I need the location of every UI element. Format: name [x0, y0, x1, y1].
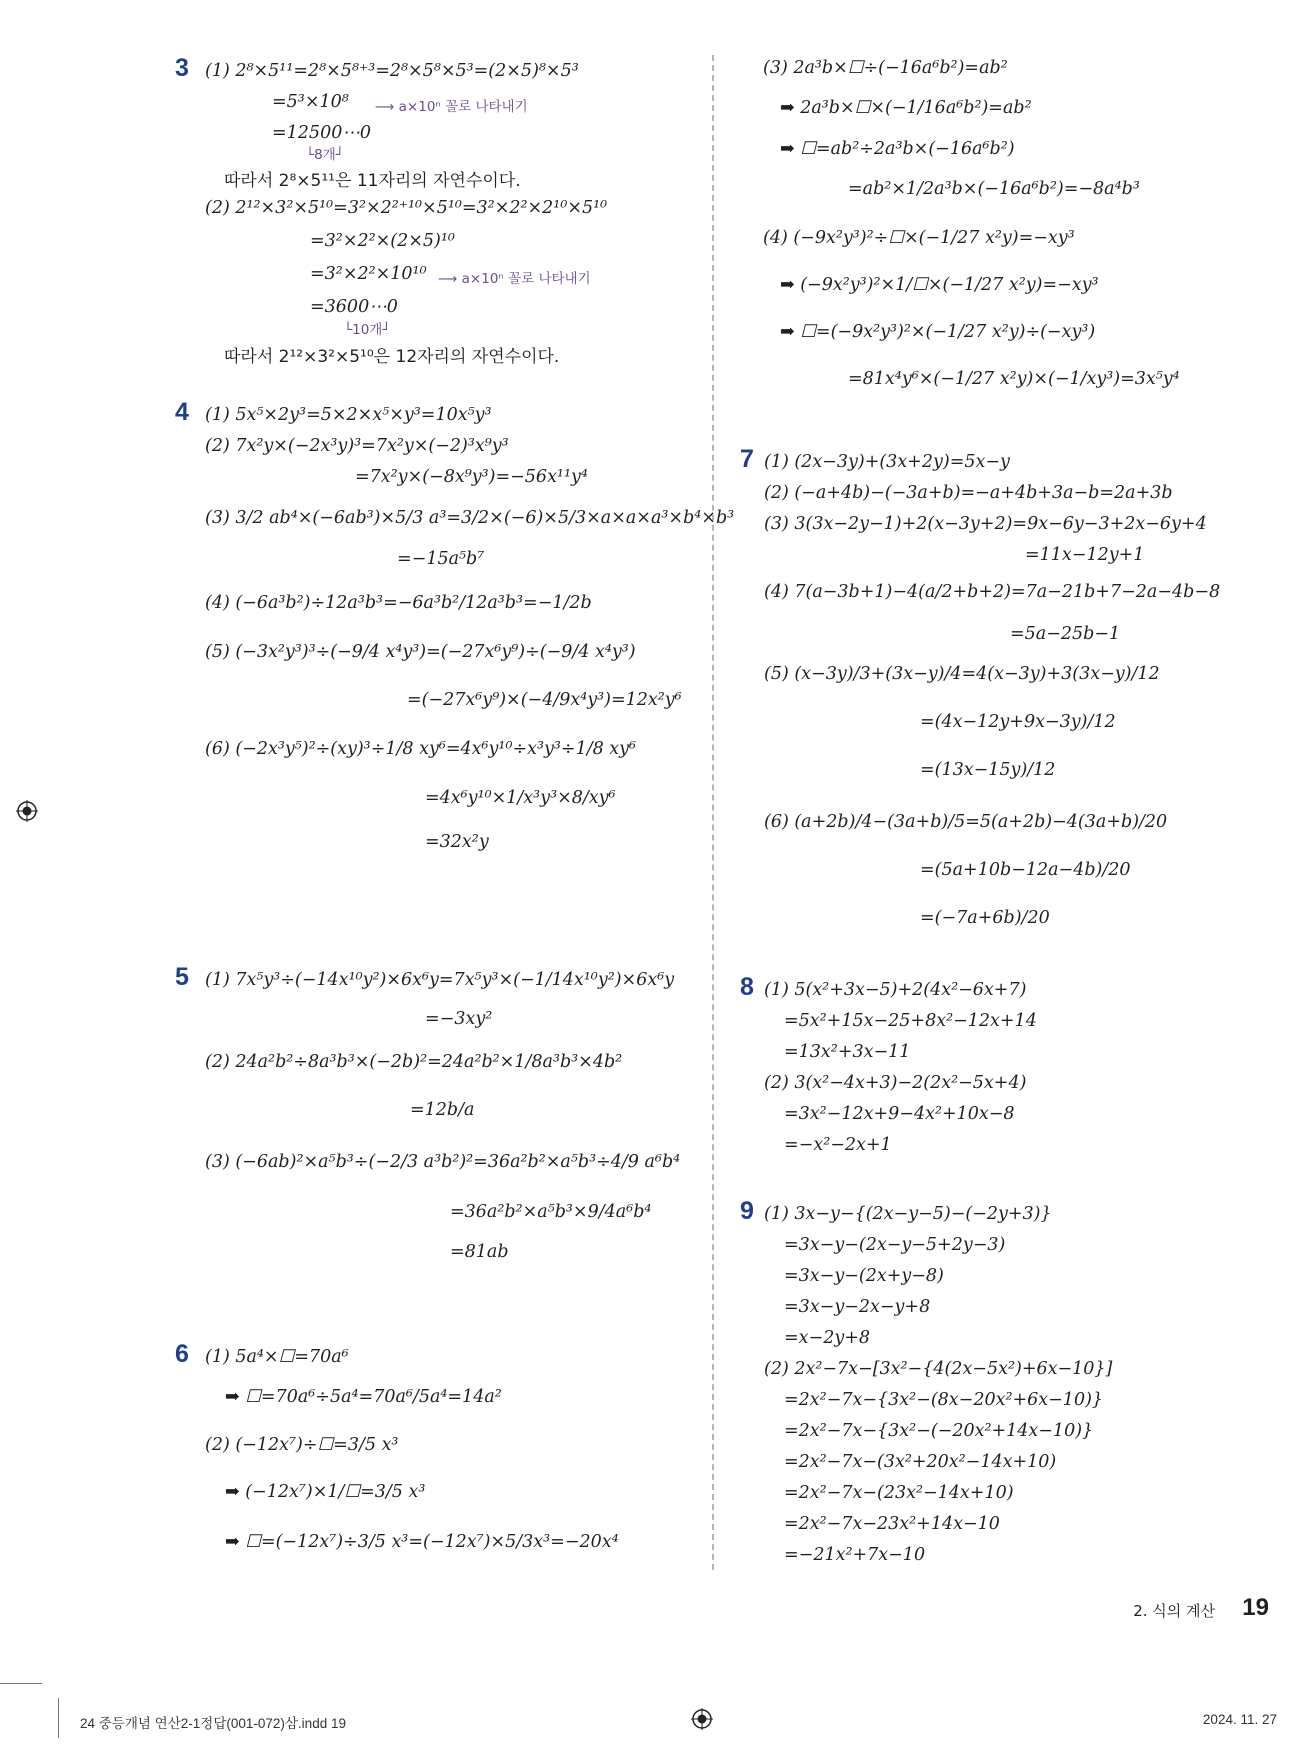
p8-line-2: =5x²+15x−25+8x²−12x+14 [784, 1011, 1037, 1031]
p6c-line-7: ➡ ☐=(−9x²y³)²×(−1/27 x²y)÷(−xy³) [780, 322, 1096, 342]
p5-line-4: =12b/a [410, 1100, 475, 1120]
p3-line-4: (2) 2¹²×3²×5¹⁰=3²×2²⁺¹⁰×5¹⁰=3²×2²×2¹⁰×5¹⁰ [205, 198, 608, 218]
section-title: 2. 식의 계산 [1133, 1602, 1215, 1620]
p7-line-1: (1) (2x−3y)+(3x+2y)=5x−y [764, 452, 1010, 472]
p9-line-4: =3x−y−2x−y+8 [784, 1297, 931, 1317]
crop-mark-horizontal [0, 1683, 42, 1684]
p5-line-5: (3) (−6ab)²×a⁵b³÷(−2/3 a³b²)²=36a²b²×a⁵b³÷4/9 a⁶b⁴ [205, 1152, 681, 1172]
problem-6-number: 6 [175, 1340, 189, 1368]
p5-line-1: (1) 7x⁵y³÷(−14x¹⁰y²)×6x⁶y=7x⁵y³×(−1/14x¹⁰y²)×6x⁶y [205, 970, 675, 990]
p8-line-6: =−x²−2x+1 [784, 1135, 892, 1155]
page-number: 19 [1242, 1594, 1269, 1621]
p3-line-1: (1) 2⁸×5¹¹=2⁸×5⁸⁺³=2⁸×5⁸×5³=(2×5)⁸×5³ [205, 61, 579, 81]
p6c-line-5: (4) (−9x²y³)²÷☐×(−1/27 x²y)=−xy³ [763, 228, 1075, 248]
p6-line-1: (1) 5a⁴×☐=70a⁶ [205, 1347, 349, 1367]
p3-line-5: =3²×2²×(2×5)¹⁰ [310, 231, 455, 251]
p9-line-6: (2) 2x²−7x−[3x²−{4(2x−5x²)+6x−10}] [764, 1359, 1113, 1379]
p7-line-6: =5a−25b−1 [1010, 624, 1121, 644]
problem-9-number: 9 [740, 1197, 754, 1225]
p7-line-2: (2) (−a+4b)−(−3a+b)=−a+4b+3a−b=2a+3b [764, 483, 1173, 503]
p6c-line-1: (3) 2a³b×☐÷(−16a⁶b²)=ab² [763, 58, 1008, 78]
p5-line-7: =81ab [450, 1242, 509, 1262]
p3-count-2: └10개┘ [344, 322, 391, 338]
problem-7-number: 7 [740, 445, 754, 473]
p4-line-4: (3) 3/2 ab⁴×(−6ab³)×5/3 a³=3/2×(−6)×5/3×a×a×a³×b⁴×b³ [205, 508, 735, 528]
p7-line-3: (3) 3(3x−2y−1)+2(x−3y+2)=9x−6y−3+2x−6y+4 [764, 514, 1207, 534]
problem-8-number: 8 [740, 973, 754, 1001]
p7-line-9: =(13x−15y)/12 [920, 760, 1056, 780]
p7-line-12: =(−7a+6b)/20 [920, 908, 1050, 928]
p6-line-2: ➡ ☐=70a⁶÷5a⁴=70a⁶/5a⁴=14a² [225, 1387, 502, 1407]
p9-line-12: =−21x²+7x−10 [784, 1545, 926, 1565]
p5-line-2: =−3xy² [425, 1009, 493, 1029]
p6c-line-2: ➡ 2a³b×☐×(−1/16a⁶b²)=ab² [780, 98, 1032, 118]
p8-line-5: =3x²−12x+9−4x²+10x−8 [784, 1104, 1015, 1124]
p3-line-7: =3600⋯0 [310, 297, 398, 317]
p9-line-8: =2x²−7x−{3x²−(−20x²+14x−10)} [784, 1421, 1094, 1441]
p9-line-5: =x−2y+8 [784, 1328, 871, 1348]
print-slug-date: 2024. 11. 27 [1202, 1712, 1277, 1727]
p7-line-5: (4) 7(a−3b+1)−4(a/2+b+2)=7a−21b+7−2a−4b−8 [764, 582, 1221, 602]
p9-line-1: (1) 3x−y−{(2x−y−5)−(−2y+3)} [764, 1204, 1052, 1224]
p7-line-7: (5) (x−3y)/3+(3x−y)/4=4(x−3y)+3(3x−y)/12 [764, 664, 1160, 684]
print-slug-file: 24 중등개념 연산2-1정답(001-072)삼.indd 19 [80, 1716, 346, 1731]
p4-line-7: (5) (−3x²y³)³÷(−9/4 x⁴y³)=(−27x⁶y⁹)÷(−9/4 x⁴y³) [205, 642, 636, 662]
p4-line-9: (6) (−2x³y⁵)²÷(xy)³÷1/8 xy⁶=4x⁶y¹⁰÷x³y³÷1/8 xy⁶ [205, 739, 637, 759]
problem-4-number: 4 [175, 398, 189, 426]
p3-line-6: =3²×2²×10¹⁰ [310, 264, 427, 284]
p3-note-2: ⟶ a×10ⁿ 꼴로 나타내기 [438, 271, 591, 287]
p4-line-3: =7x²y×(−8x⁹y³)=−56x¹¹y⁴ [355, 467, 588, 487]
p3-line-2: =5³×10⁸ [272, 92, 349, 112]
p7-line-10: (6) (a+2b)/4−(3a+b)/5=5(a+2b)−4(3a+b)/20 [764, 812, 1168, 832]
p9-line-11: =2x²−7x−23x²+14x−10 [784, 1514, 1000, 1534]
column-divider [712, 55, 714, 1570]
p6c-line-6: ➡ (−9x²y³)²×1/☐×(−1/27 x²y)=−xy³ [780, 275, 1099, 295]
p8-line-1: (1) 5(x²+3x−5)+2(4x²−6x+7) [764, 980, 1027, 1000]
p4-line-2: (2) 7x²y×(−2x³y)³=7x²y×(−2)³x⁹y³ [205, 436, 509, 456]
p5-line-6: =36a²b²×a⁵b³×9/4a⁶b⁴ [450, 1202, 652, 1222]
registration-mark-icon [16, 800, 38, 822]
p4-line-5: =−15a⁵b⁷ [397, 549, 485, 569]
p4-line-10: =4x⁶y¹⁰×1/x³y³×8/xy⁶ [425, 788, 616, 808]
p6c-line-3: ➡ ☐=ab²÷2a³b×(−16a⁶b²) [780, 139, 1015, 159]
problem-3-number: 3 [175, 54, 189, 82]
p9-line-7: =2x²−7x−{3x²−(8x−20x²+6x−10)} [784, 1390, 1104, 1410]
p4-line-1: (1) 5x⁵×2y³=5×2×x⁵×y³=10x⁵y³ [205, 405, 492, 425]
p3-conclusion-2: 따라서 2¹²×3²×5¹⁰은 12자리의 자연수이다. [224, 347, 560, 367]
crop-mark-vertical [58, 1698, 59, 1738]
p6-line-5: ➡ ☐=(−12x⁷)÷3/5 x³=(−12x⁷)×5/3x³=−20x⁴ [225, 1532, 619, 1552]
p9-line-9: =2x²−7x−(3x²+20x²−14x+10) [784, 1452, 1057, 1472]
p8-line-3: =13x²+3x−11 [784, 1042, 911, 1062]
p4-line-11: =32x²y [425, 832, 489, 852]
problem-5-number: 5 [175, 963, 189, 991]
p9-line-10: =2x²−7x−(23x²−14x+10) [784, 1483, 1014, 1503]
p6c-line-4: =ab²×1/2a³b×(−16a⁶b²)=−8a⁴b³ [848, 179, 1140, 199]
p4-line-8: =(−27x⁶y⁹)×(−4/9x⁴y³)=12x²y⁶ [407, 690, 682, 710]
p3-conclusion-1: 따라서 2⁸×5¹¹은 11자리의 자연수이다. [224, 171, 521, 191]
p8-line-4: (2) 3(x²−4x+3)−2(2x²−5x+4) [764, 1073, 1027, 1093]
p3-line-3: =12500⋯0 [272, 123, 371, 143]
p6-line-3: (2) (−12x⁷)÷☐=3/5 x³ [205, 1435, 399, 1455]
p3-note-1: ⟶ a×10ⁿ 꼴로 나타내기 [375, 99, 528, 115]
p9-line-2: =3x−y−(2x−y−5+2y−3) [784, 1235, 1006, 1255]
p4-line-6: (4) (−6a³b²)÷12a³b³=−6a³b²/12a³b³=−1/2b [205, 593, 592, 613]
registration-mark-icon [691, 1708, 713, 1730]
p3-count-1: └8개┘ [306, 147, 344, 163]
p6-line-4: ➡ (−12x⁷)×1/☐=3/5 x³ [225, 1482, 426, 1502]
p7-line-4: =11x−12y+1 [1025, 545, 1145, 565]
p7-line-8: =(4x−12y+9x−3y)/12 [920, 712, 1116, 732]
p7-line-11: =(5a+10b−12a−4b)/20 [920, 860, 1131, 880]
p9-line-3: =3x−y−(2x+y−8) [784, 1266, 944, 1286]
p6c-line-8: =81x⁴y⁶×(−1/27 x²y)×(−1/xy³)=3x⁵y⁴ [848, 369, 1180, 389]
p5-line-3: (2) 24a²b²÷8a³b³×(−2b)²=24a²b²×1/8a³b³×4b² [205, 1052, 623, 1072]
